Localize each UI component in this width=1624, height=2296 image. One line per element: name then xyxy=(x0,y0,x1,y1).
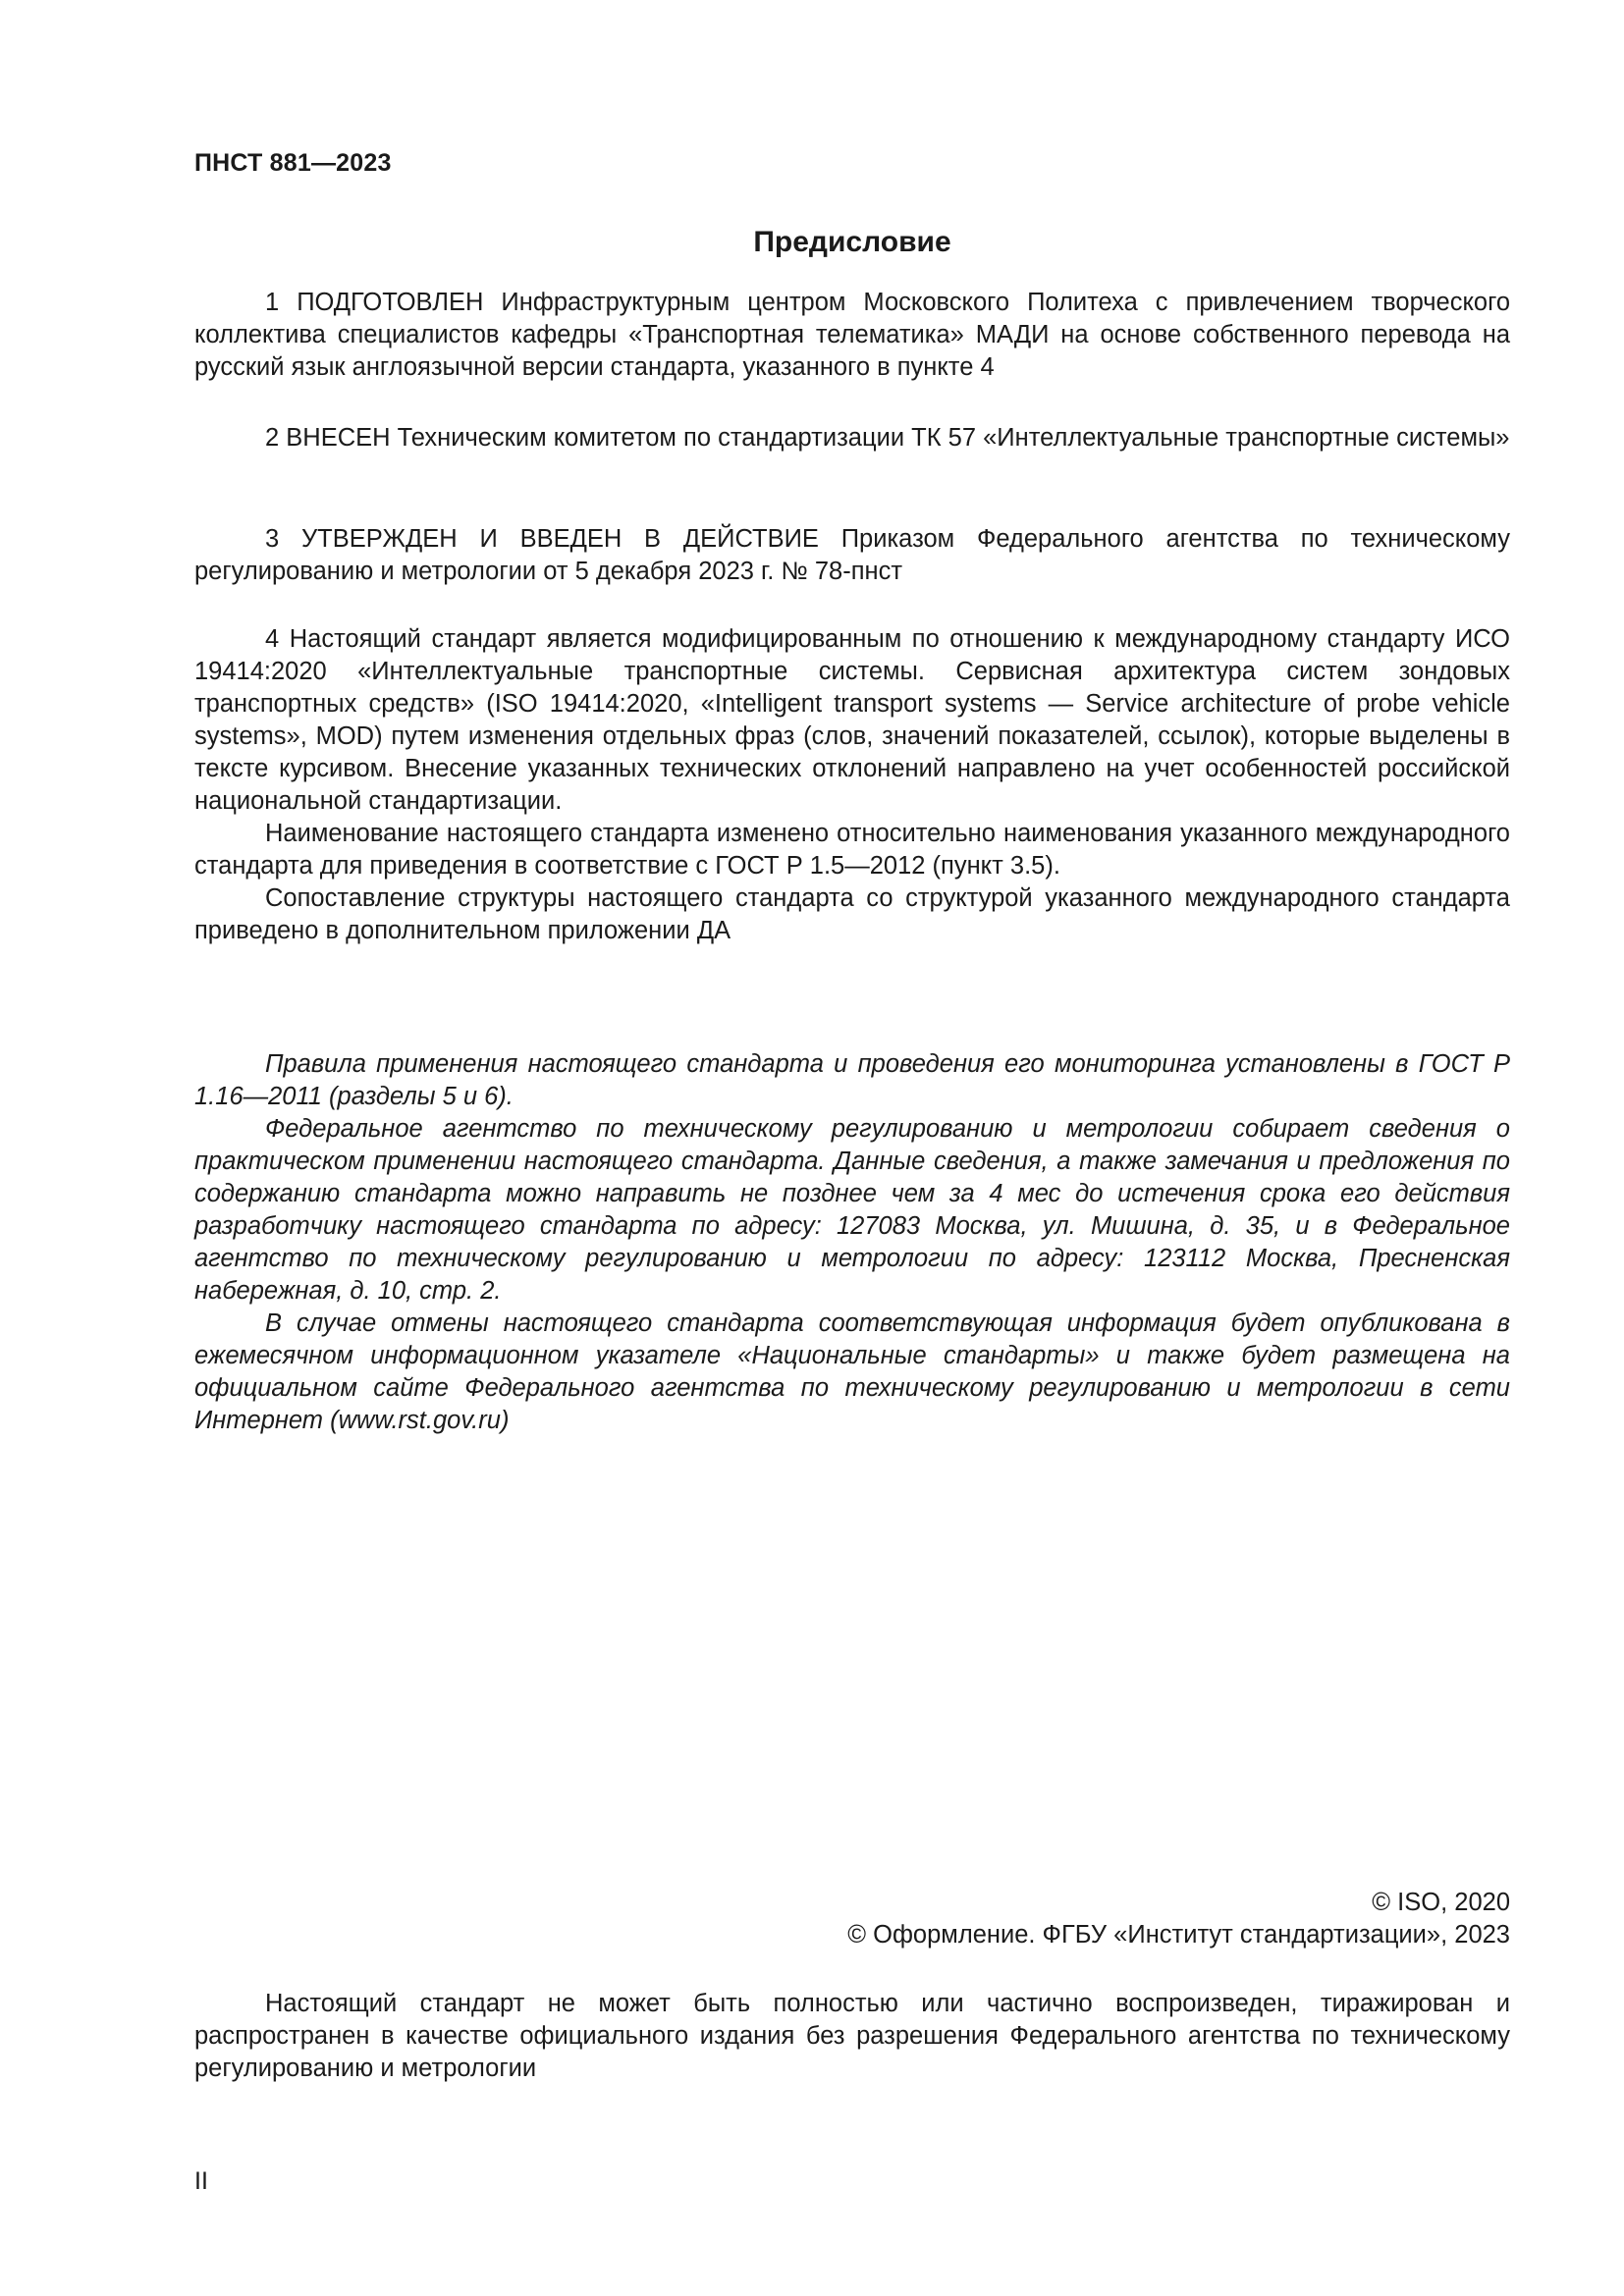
preface-item-1 xyxy=(194,287,1510,384)
rules-paragraph-3: В случае отмены настоящего стандарта соответствующая информация будет опубликована в ежемесячном информационном указателе «Национальные стандарты» и также будет размещена на официальном сайте Федерального агентства по техническому регулированию и метрологии в сети Интернет (www.rst.gov.ru) xyxy=(194,1309,1510,1434)
document-code: ПНСТ 881—2023 xyxy=(194,149,392,177)
preface-item-3 xyxy=(194,523,1510,588)
preface-item-3-text: 3 УТВЕРЖДЕН И ВВЕДЕН В ДЕЙСТВИЕ Приказом Федерального агентства по техническому регулированию и метрологии от 5 декабря 2023 г. № 78-пнст xyxy=(194,525,1510,585)
reproduction-notice xyxy=(194,1988,1510,2085)
preface-item-4-paragraph-2: Наименование настоящего стандарта изменено относительно наименования указанного международного стандарта для приведения в соответствие с ГОСТ Р 1.5—2012 (пункт 3.5). xyxy=(194,820,1510,880)
preface-item-1-text: 1 ПОДГОТОВЛЕН Инфраструктурным центром Московского Политеха с привлечением творческого коллектива специалистов кафедры «Транспортная телематика» МАДИ на основе собственного перевода на русский язык англоязычной версии стандарта, указанного в пункте 4 xyxy=(194,289,1510,381)
preface-item-2 xyxy=(194,422,1510,454)
document-page xyxy=(194,0,1510,2296)
copyright-iso: © ISO, 2020 xyxy=(1372,1889,1510,1916)
copyright-design: © Оформление. ФГБУ «Институт стандартизации», 2023 xyxy=(847,1921,1510,1949)
reproduction-notice-text: Настоящий стандарт не может быть полностью или частично воспроизведен, тиражирован и распространен в качестве официального издания без разрешения Федерального агентства по техническому регулированию и метрологии xyxy=(194,1990,1510,2082)
preface-item-4-paragraph-3: Сопоставление структуры настоящего стандарта со структурой указанного международного стандарта приведено в дополнительном приложении ДА xyxy=(194,884,1510,944)
preface-item-4 xyxy=(194,623,1510,947)
copyright-block xyxy=(194,1887,1510,1951)
preface-title: Предисловие xyxy=(753,226,951,258)
rules-paragraph-1: Правила применения настоящего стандарта и проведения его мониторинга установлены в ГОСТ Р 1.16—2011 (разделы 5 и 6). xyxy=(194,1050,1510,1110)
preface-item-4-paragraph-1: 4 Настоящий стандарт является модифицированным по отношению к международному стандарту ИСО 19414:2020 «Интеллектуальные транспортные системы. Сервисная архитектура систем зондовых транспортных средств» (ISO 19414:2020, «Intelligent transport systems — Service architecture of probe vehicle systems», MOD) путем изменения отдельных фраз (слов, значений показателей, ссылок), которые выделены в тексте курсивом. Внесение указанных технических отклонений направлено на учет особенностей российской национальной стандартизации. xyxy=(194,625,1510,815)
preface-item-2-text: 2 ВНЕСЕН Техническим комитетом по стандартизации ТК 57 «Интеллектуальные транспортные системы» xyxy=(265,424,1510,452)
rules-paragraph-2: Федеральное агентство по техническому регулированию и метрологии собирает сведения о практическом применении настоящего стандарта. Данные сведения, а также замечания и предложения по содержанию стандарта можно направить не позднее чем за 4 мес до истечения срока его действия разработчику настоящего стандарта по адресу: 127083 Москва, ул. Мишина, д. 35, и в Федеральное агентство по техническому регулированию и метрологии по адресу: 123112 Москва, Пресненская набережная, д. 10, стр. 2. xyxy=(194,1115,1510,1305)
page-number: II xyxy=(194,2167,208,2195)
rules-block xyxy=(194,1048,1510,1437)
